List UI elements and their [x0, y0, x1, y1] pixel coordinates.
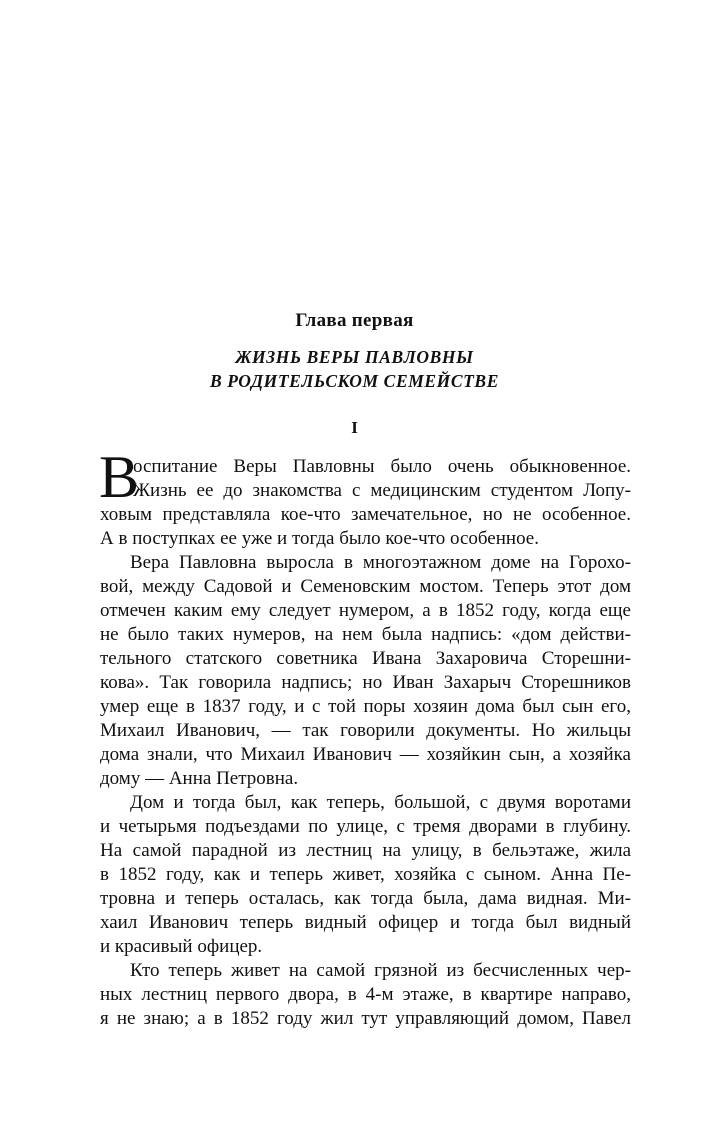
section-number: I — [351, 418, 358, 437]
chapter-title-line-1: ЖИЗНЬ ВЕРЫ ПАВЛОВНЫ — [235, 347, 474, 367]
text-line: Кто теперь живет на самой грязной из бесчисленных чер- — [130, 960, 631, 981]
chapter-heading: Глава первая — [295, 310, 414, 331]
chapter-title-line-2: В РОДИТЕЛЬСКОМ СЕМЕЙСТВЕ — [210, 371, 499, 391]
text-line: отмечен каким ему следует нумером, а в 1852 году, когда еще — [100, 600, 631, 621]
text-line: ных лестниц первого двора, в 4-м этаже, в квартире направо, — [100, 984, 631, 1005]
text-line: дому — Анна Петровна. — [100, 768, 299, 789]
drop-cap-letter: В — [99, 444, 140, 510]
text-line: в 1852 году, как и теперь живет, хозяйка с сыном. Анна Пе- — [100, 864, 631, 885]
text-line: ховым представляла кое-что замечательное, но не особенное. — [100, 504, 631, 525]
text-line: не было таких нумеров, на нем была надпись: «дом действи- — [100, 624, 631, 645]
text-line: Вера Павловна выросла в многоэтажном доме на Горохо- — [130, 552, 631, 573]
text-line: Жизнь ее до знакомства с медицинским студентом Лопу- — [133, 480, 631, 501]
text-line: дома знали, что Михаил Иванович — хозяйкин сын, а хозяйка — [100, 744, 631, 765]
text-line: хаил Иванович теперь видный офицер и тогда был видный — [100, 912, 631, 933]
text-line: и красивый офицер. — [100, 936, 263, 957]
text-line: Михаил Иванович, — так говорили документы. Но жильцы — [100, 720, 631, 741]
text-line: умер еще в 1837 году, и с той поры хозяин дома был сын его, — [100, 696, 631, 717]
text-line: На самой парадной из лестниц на улицу, в бельэтаже, жила — [100, 840, 631, 861]
text-line: Дом и тогда был, как теперь, большой, с двумя воротами — [130, 792, 631, 813]
text-line: кова». Так говорила надпись; но Иван Захарыч Сторешников — [100, 672, 631, 693]
text-line: вой, между Садовой и Семеновским мостом. Теперь этот дом — [100, 576, 631, 597]
text-line: я не знаю; а в 1852 году жил тут управляющий домом, Павел — [100, 1008, 631, 1029]
text-line: тельного статского советника Ивана Захаровича Сторешни- — [100, 648, 631, 669]
text-line: и четырьмя подъездами по улице, с тремя дворами в глубину. — [100, 816, 631, 837]
text-line: тровна и теперь осталась, как тогда была, дама видная. Ми- — [100, 888, 631, 909]
text-line: А в поступках ее уже и тогда было кое-что особенное. — [100, 528, 539, 549]
text-line: оспитание Веры Павловны было очень обыкновенное. — [133, 456, 631, 477]
